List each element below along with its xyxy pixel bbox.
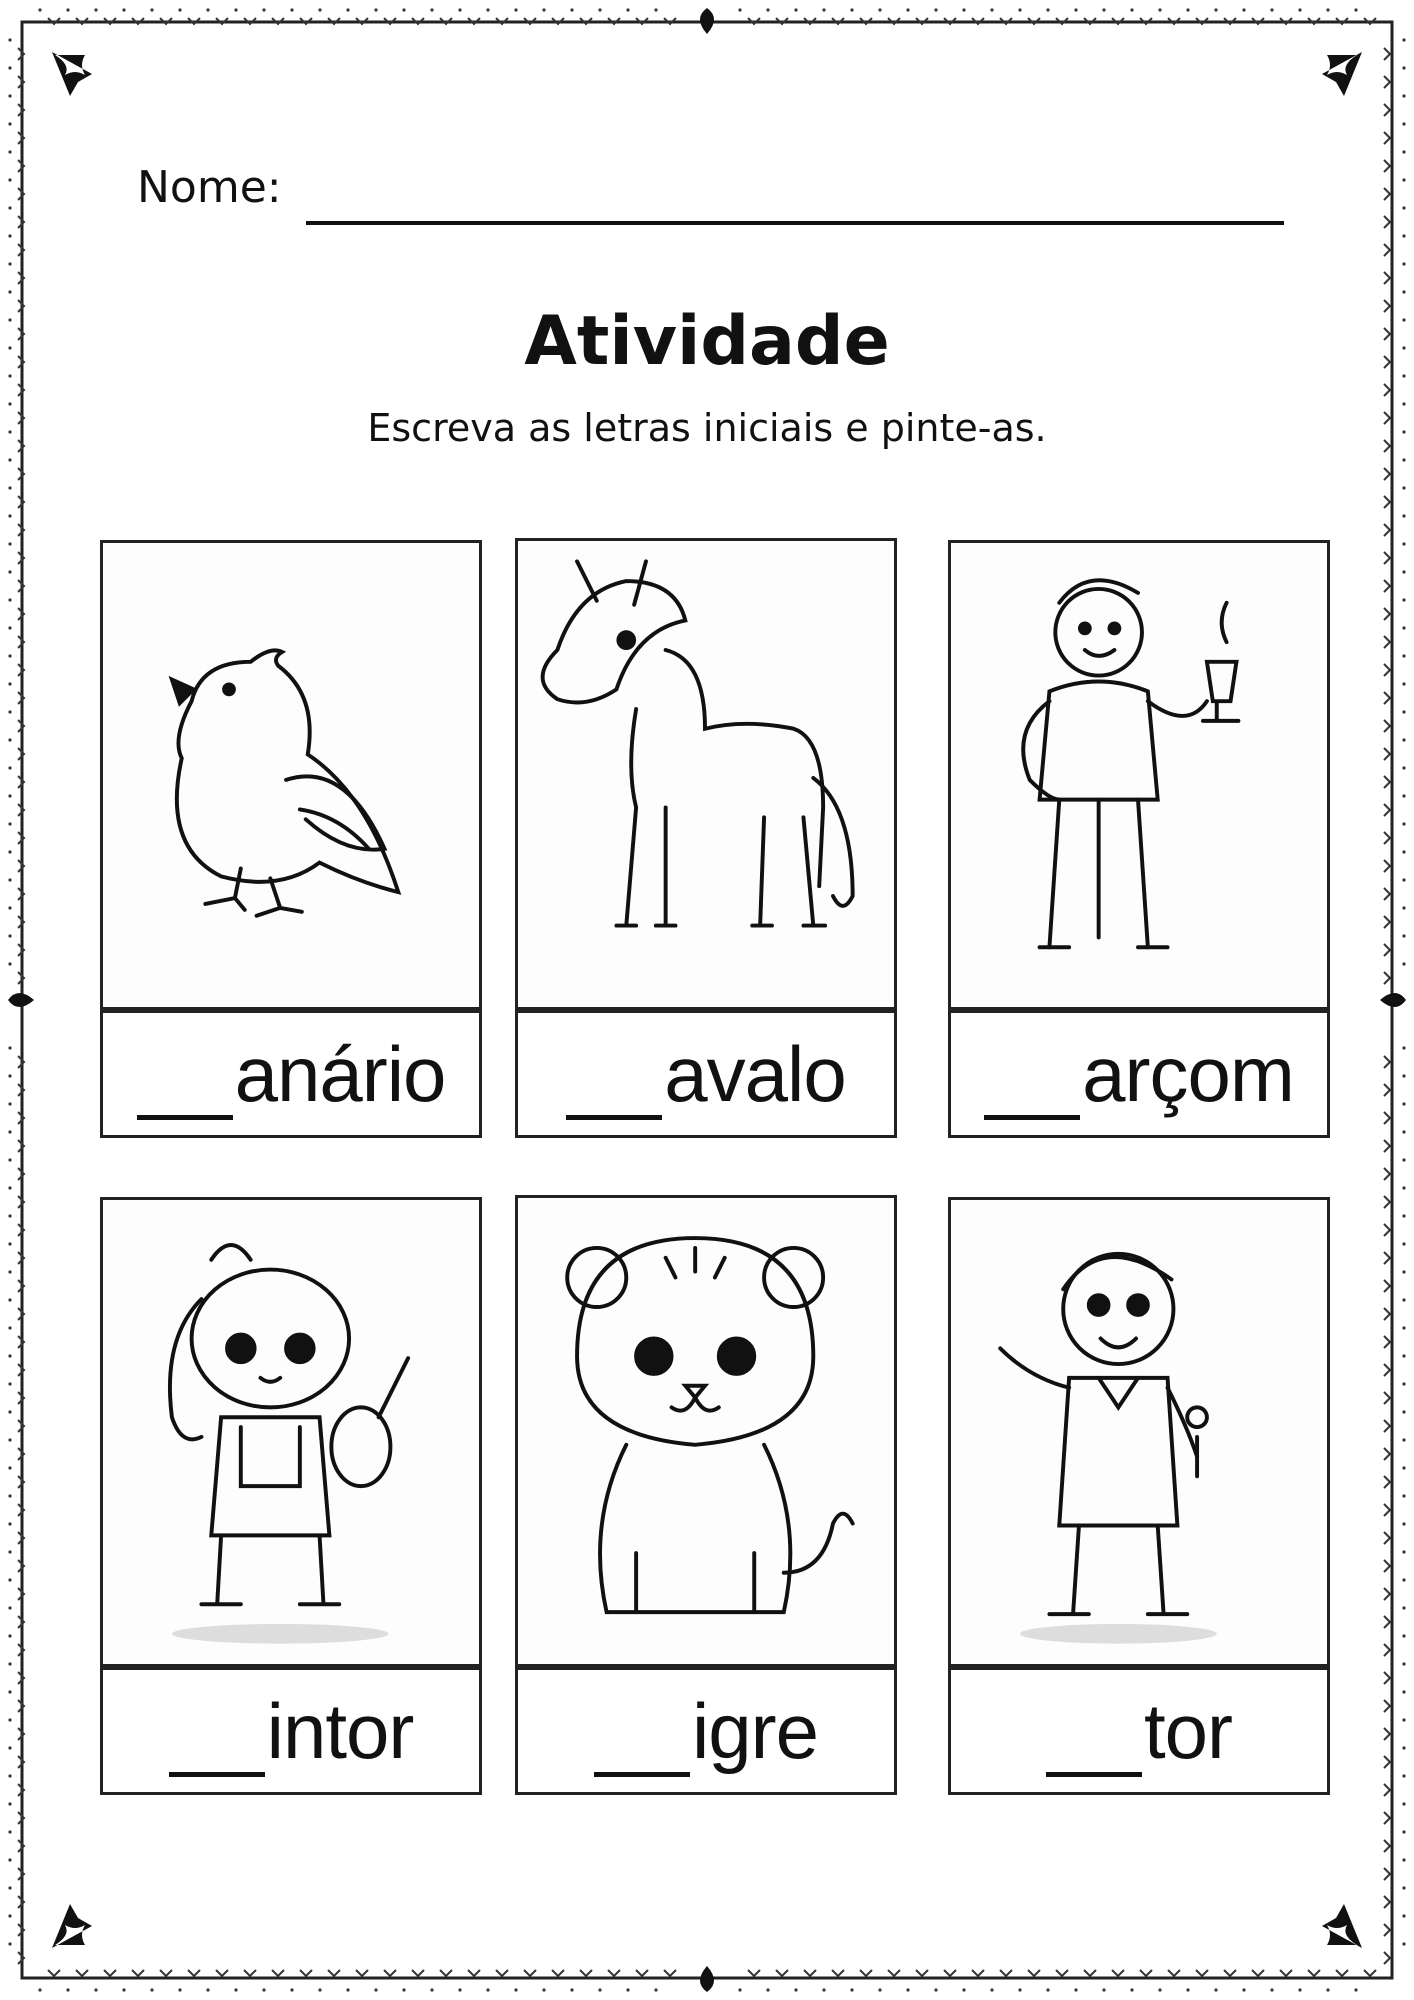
actor-picture <box>948 1197 1330 1667</box>
word-ending: arçom <box>1082 1029 1294 1118</box>
name-label: Nome: <box>137 162 282 213</box>
tiger-picture <box>515 1195 897 1667</box>
word-box <box>100 1010 482 1138</box>
word-ending: anário <box>234 1029 446 1118</box>
word-box <box>515 1010 897 1138</box>
answer-blank[interactable] <box>169 1712 265 1777</box>
answer-blank[interactable] <box>594 1712 690 1777</box>
word-ending: tor <box>1143 1686 1233 1775</box>
waiter-picture <box>948 540 1330 1010</box>
tiger-icon <box>518 1198 894 1664</box>
answer-blank[interactable] <box>1046 1712 1142 1777</box>
word-box <box>948 1010 1330 1138</box>
answer-blank[interactable] <box>137 1055 233 1120</box>
horse-picture <box>515 538 897 1010</box>
actor-icon <box>951 1200 1327 1664</box>
painter-picture <box>100 1197 482 1667</box>
instructions: Escreva as letras iniciais e pinte-as. <box>367 406 1047 450</box>
answer-blank[interactable] <box>566 1055 662 1120</box>
painter-icon <box>103 1200 479 1664</box>
name-input-line[interactable] <box>306 221 1284 225</box>
corner-heart-icon <box>52 52 92 96</box>
horse-icon <box>518 541 894 1007</box>
word-box <box>948 1667 1330 1795</box>
canary-picture <box>100 540 482 1010</box>
word-box <box>515 1667 897 1795</box>
answer-blank[interactable] <box>984 1055 1080 1120</box>
word-box <box>100 1667 482 1795</box>
page-title: Atividade <box>524 302 890 381</box>
canary-icon <box>103 543 479 1007</box>
waiter-icon <box>951 543 1327 1007</box>
word-ending: igre <box>691 1686 819 1775</box>
word-ending: avalo <box>664 1029 846 1118</box>
word-ending: intor <box>266 1686 414 1775</box>
